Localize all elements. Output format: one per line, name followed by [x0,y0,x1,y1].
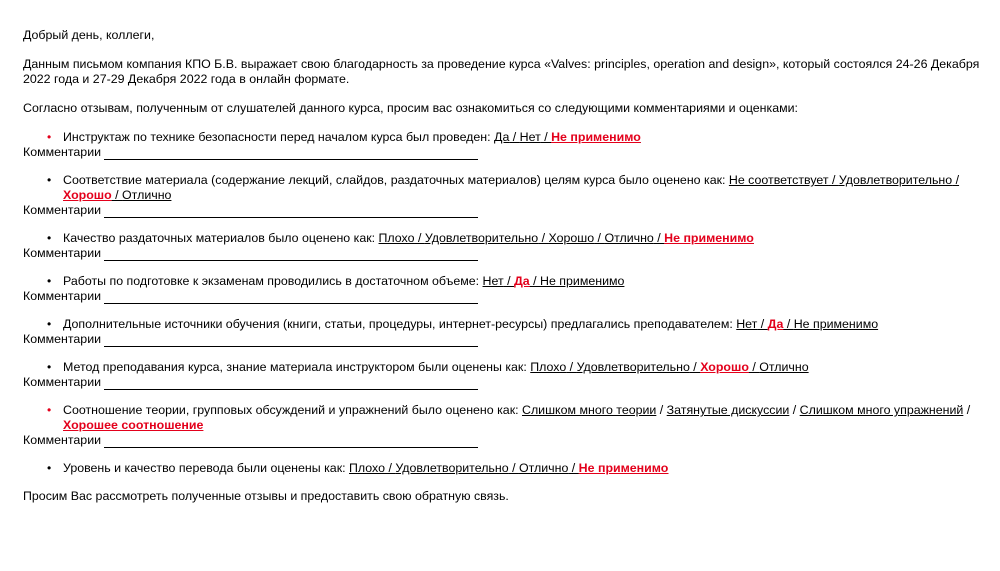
comment-input-line[interactable] [104,434,478,448]
feedback-question [23,130,983,145]
answer-option: Хорошо [548,231,595,245]
answer-options [379,231,754,245]
answer-option: Слишком много упражнений [799,403,964,417]
option-separator: / [568,461,579,475]
answer-options [483,274,625,288]
answer-option: Отлично [518,461,569,475]
comment-input-line[interactable] [104,376,478,390]
answer-option: Слишком много теории [522,403,657,417]
feedback-item [23,231,983,261]
answer-option: Не соответствует [728,173,829,187]
comment-row [23,289,983,304]
feedback-question [23,173,983,203]
option-separator: / [783,317,794,331]
closing-paragraph: Просим Вас рассмотреть полученные отзывы и предоставить свою обратную связь. [23,489,509,503]
comment-input-line[interactable] [104,146,478,160]
answer-option: Удовлетворительно [576,360,690,374]
feedback-question [23,360,983,375]
question-text: Дополнительные источники обучения (книги, статьи, процедуры, интернет-ресурсы) предлагались преподавателем: [63,317,737,331]
comment-row [23,433,983,448]
selected-option: Хорошее соотношение [63,418,204,432]
comment-row [23,332,983,347]
answer-option: Нет [482,274,504,288]
question-text: Инструктаж по технике безопасности перед началом курса был проведен: [63,130,495,144]
feedback-item [23,403,983,448]
bullet-icon: • [47,360,52,374]
option-separator: / [509,130,520,144]
question-text: Работы по подготовке к экзаменам проводились в достаточном объеме: [63,274,483,288]
answer-options [530,360,808,374]
selected-option: Да [767,317,784,331]
option-separator: / [538,231,549,245]
option-separator: / [111,188,123,202]
comment-label: Комментарии [23,246,102,260]
selected-option: Не применимо [578,461,669,475]
answer-option: Не применимо [540,274,625,288]
lead-paragraph: Согласно отзывам, полученным от слушателей данного курса, просим вас ознакомиться со следующими комментариями и оценками: [23,101,798,115]
option-separator: / [653,231,665,245]
answer-options [494,130,641,144]
option-separator: / [508,461,519,475]
comment-row [23,246,983,261]
feedback-item [23,360,983,390]
bullet-icon: • [47,274,52,288]
answer-option: Удовлетворительно [395,461,509,475]
bullet-icon: • [47,317,52,331]
bullet-icon: • [47,130,52,144]
answer-option: Нет [736,317,758,331]
option-separator: / [594,231,605,245]
comment-input-line[interactable] [104,333,478,347]
answer-option: Затянутые дискуссии [666,403,790,417]
comment-input-line[interactable] [104,247,478,261]
answer-option: Удовлетворительно [838,173,953,187]
intro-paragraph: Данным письмом компания КПО Б.В. выражает свою благодарность за проведение курса «Valves: principles, operation and design», который состоялся 24-26 Декабря 2022 года и 27-29 Декабря 2022 года в онлайн формате. [23,57,980,86]
option-separator: / [503,274,514,288]
answer-option: Плохо [378,231,415,245]
feedback-list [23,130,983,476]
comment-input-line[interactable] [104,204,478,218]
option-separator: / [414,231,425,245]
bullet-icon: • [47,461,52,475]
selected-option: Хорошо [63,188,112,202]
question-text: Соответствие материала (содержание лекций, слайдов, раздаточных материалов) целям курса было оценено как: [63,173,729,187]
option-separator: / [566,360,577,374]
option-separator: / [963,403,971,417]
bullet-icon: • [47,231,52,245]
selected-option: Не применимо [551,130,641,144]
comment-label: Комментарии [23,203,102,217]
comment-label: Комментарии [23,433,102,447]
answer-options [736,317,878,331]
answer-option: Отлично [604,231,654,245]
answer-option: Плохо [349,461,385,475]
comment-input-line[interactable] [104,290,478,304]
bullet-icon: • [47,173,52,187]
answer-option: Нет [519,130,541,144]
selected-option: Хорошо [700,360,749,374]
greeting: Добрый день, коллеги, [23,28,155,42]
feedback-question [23,231,983,246]
question-text: Уровень и качество перевода были оценены как: [63,461,350,475]
option-separator: / [748,360,760,374]
option-separator: / [540,130,552,144]
option-separator: / [656,403,667,417]
question-text: Метод преподавания курса, знание материала инструктором были оценены как: [63,360,531,374]
feedback-question [23,403,983,433]
comment-row [23,203,983,218]
option-separator: / [757,317,768,331]
option-separator: / [952,173,960,187]
option-separator: / [529,274,541,288]
option-separator: / [828,173,839,187]
bullet-icon: • [47,403,52,417]
feedback-question [23,274,983,289]
answer-option: Плохо [530,360,567,374]
feedback-question [23,461,983,476]
answer-option: Удовлетворительно [424,231,539,245]
comment-label: Комментарии [23,145,102,159]
selected-option: Да [513,274,530,288]
answer-option: Не применимо [793,317,879,331]
comment-row [23,375,983,390]
feedback-question [23,317,983,332]
comment-label: Комментарии [23,375,102,389]
comment-row [23,145,983,160]
selected-option: Не применимо [664,231,754,245]
feedback-item [23,317,983,347]
feedback-item [23,130,983,160]
option-separator: / [789,403,800,417]
answer-option: Отлично [759,360,809,374]
question-text: Качество раздаточных материалов было оценено как: [63,231,379,245]
comment-label: Комментарии [23,332,102,346]
comment-label: Комментарии [23,289,102,303]
option-separator: / [385,461,396,475]
feedback-item [23,274,983,304]
answer-options [349,461,668,475]
question-text: Соотношение теории, групповых обсуждений и упражнений было оценено как: [63,403,522,417]
answer-option: Да [494,130,510,144]
option-separator: / [689,360,701,374]
feedback-item [23,461,983,476]
feedback-item [23,173,983,218]
answer-option: Отлично [122,188,172,202]
